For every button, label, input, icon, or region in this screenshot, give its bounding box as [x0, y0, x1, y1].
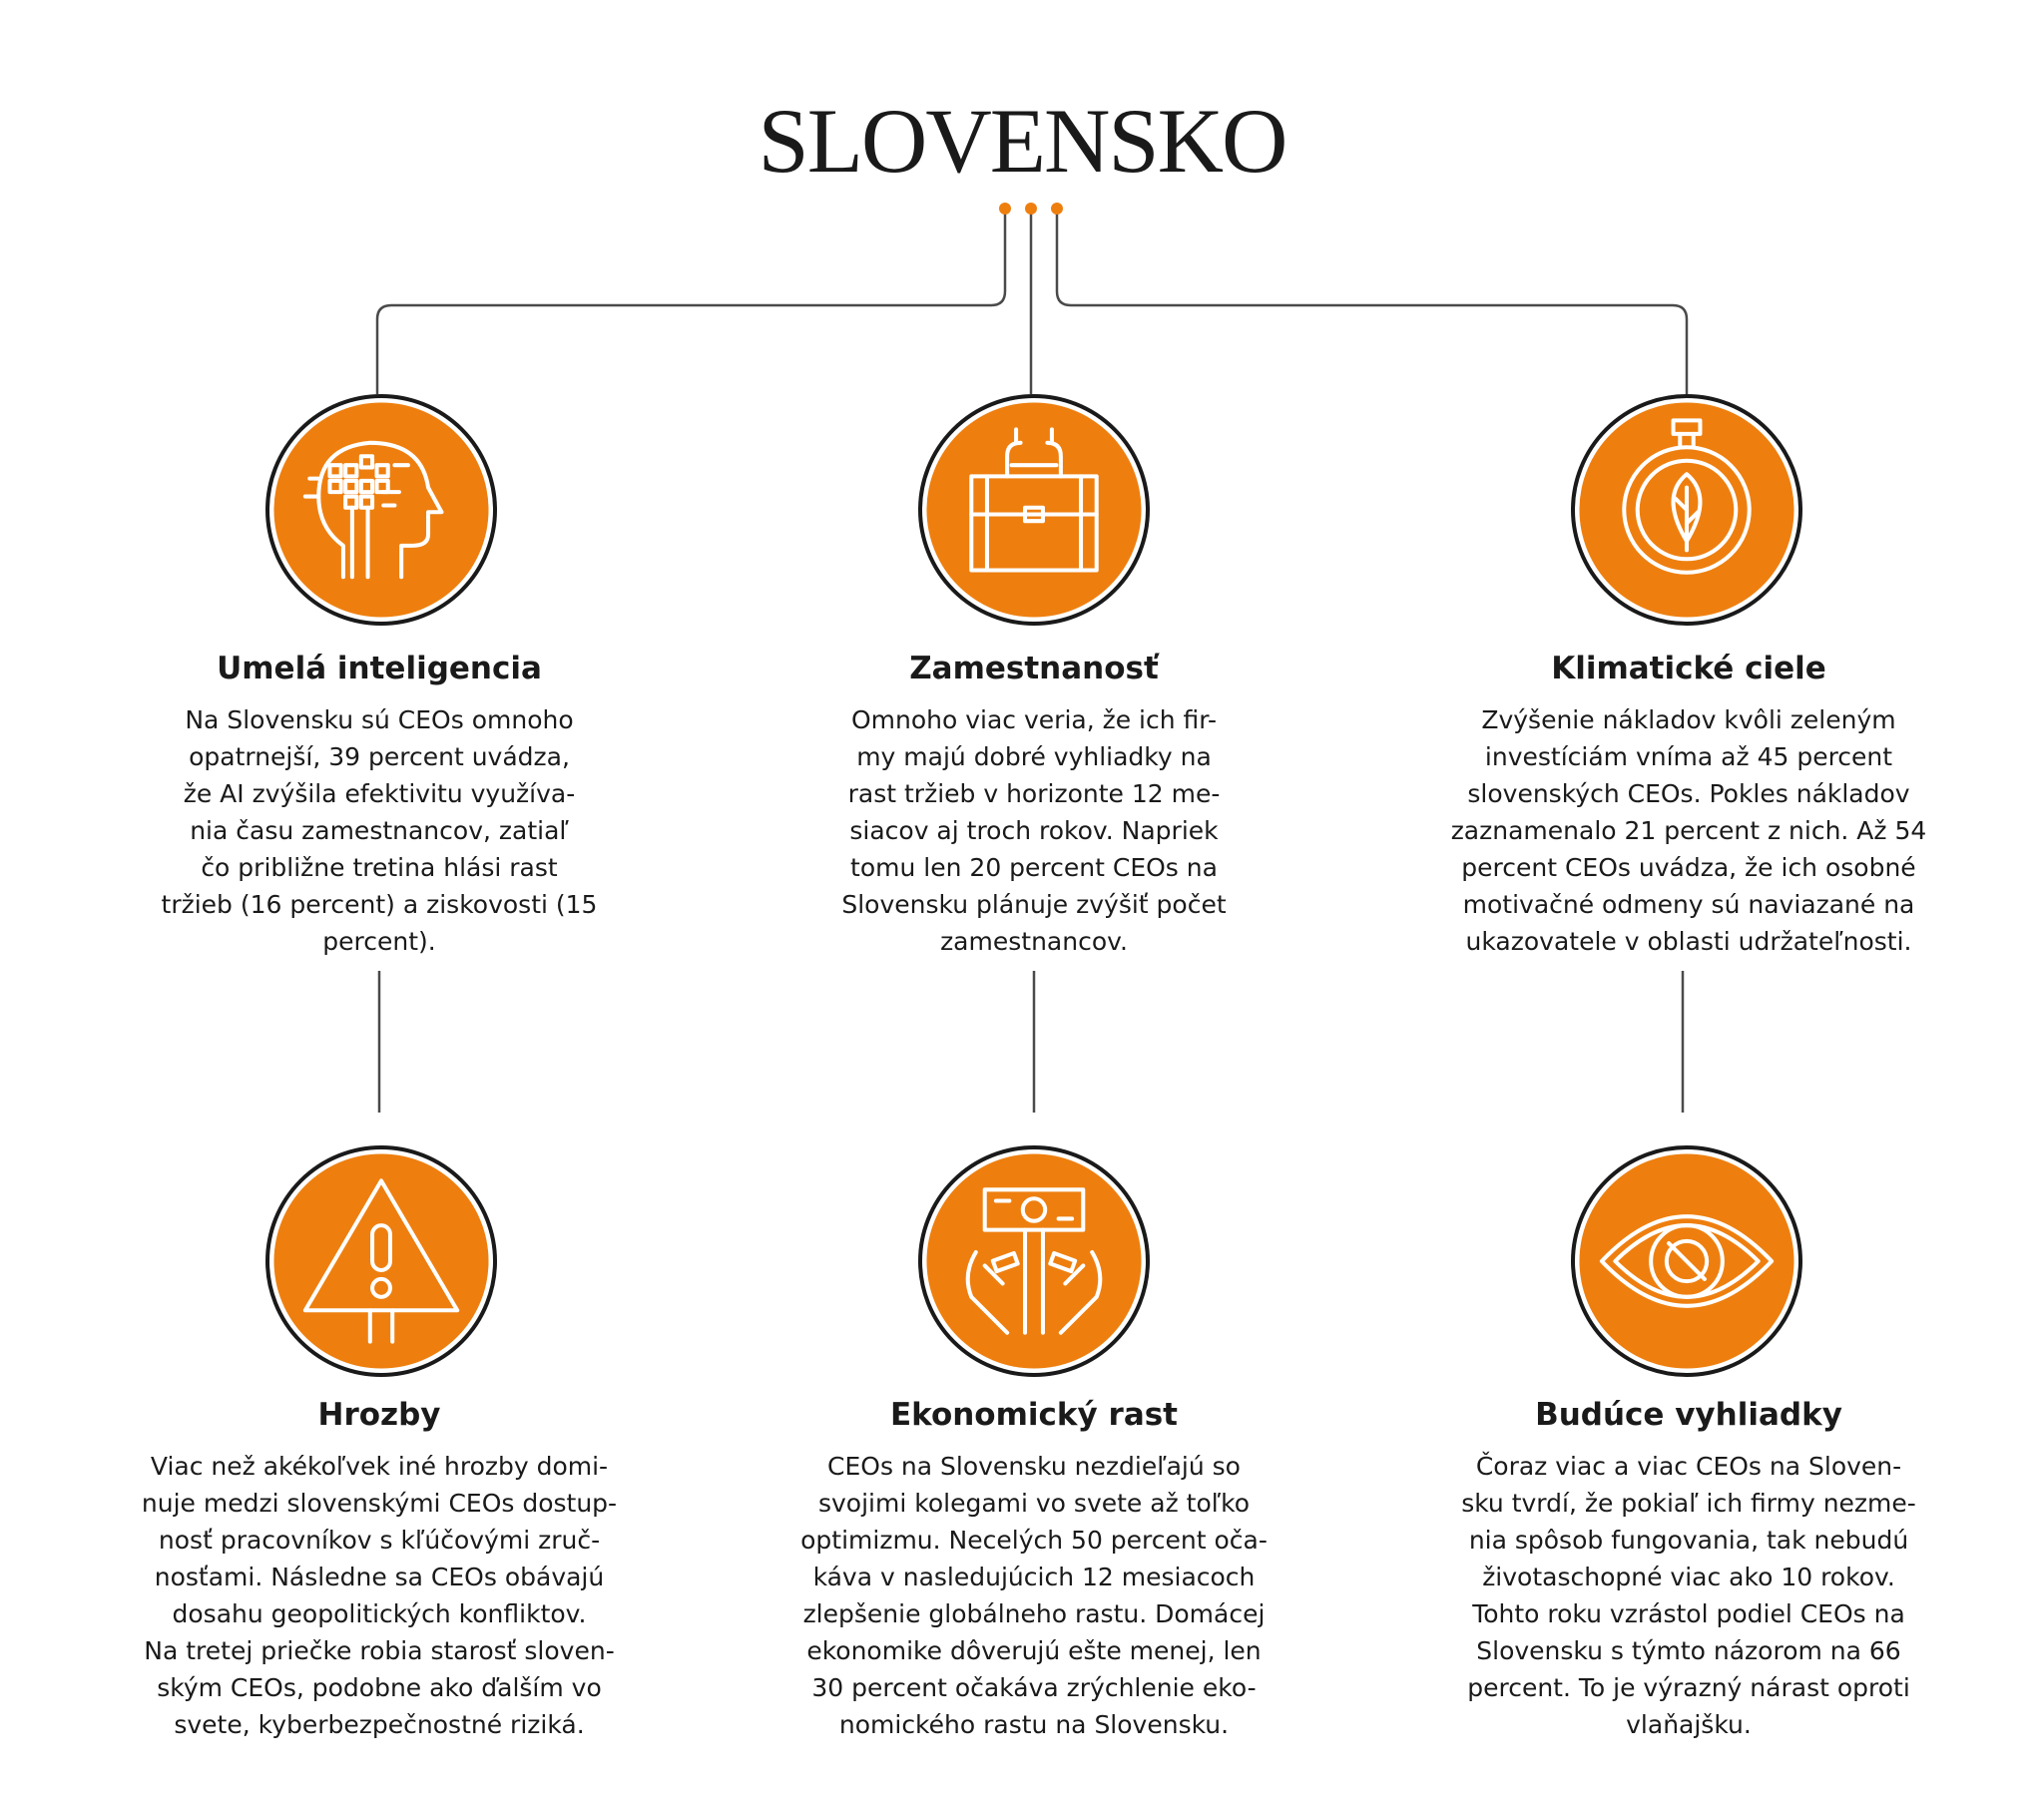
- leaf-compass-icon: [1575, 398, 1798, 622]
- card-title-future-outlook: Budúce vyhliadky: [1535, 1397, 1842, 1433]
- card-text-threats: Viac než akékoľvek iné hrozby domi- nuje medzi slovenskými CEOs dostup- nosť pracovníkov s kľúčovými zruč- nosťami. Následne sa CEOs obávajú dosahu geopolitických konfliktov. Na tretej priečke robia starosť sloven- ským CEOs, podobne ako ďalším vo svete, kyberbezpečnostné riziká.: [141, 1452, 618, 1739]
- card-title-employment: Zamestnanosť: [909, 651, 1159, 686]
- warning-sign-icon: [269, 1149, 493, 1373]
- circle-ai: [265, 394, 497, 626]
- card-text-ai: Na Slovensku sú CEOs omnoho opatrnejší, 39 percent uvádza, že AI zvýšila efektivitu využíva- nia času zamestnancov, zatiaľ čo približne tretina hlási rast tržieb (16 percent) a ziskovosti (15 percent).: [161, 705, 598, 956]
- card-text-economic-growth: CEOs na Slovensku nezdieľajú so svojimi kolegami vo svete až toľko optimizmu. Necelých 50 percent oča- káva v nasledujúcich 12 mesiacoch zlepšenie globálneho rastu. Domácej ekonomike dôverujú ešte menej, len 30 percent očakáva zrýchlenie eko- nomického rastu na Slovensku.: [800, 1452, 1268, 1739]
- connector-left: [377, 212, 1005, 394]
- briefcase-icon: [922, 398, 1146, 622]
- circle-future-outlook: [1571, 1145, 1802, 1377]
- circle-employment: [918, 394, 1150, 626]
- card-text-future-outlook: Čoraz viac a viac CEOs na Sloven- sku tvrdí, že pokiaľ ich firmy nezme- nia spôsob fungovania, tak nebudú životaschopné viac ako 10 rokov. Tohto roku vzrástol podiel CEOs na Slovensku s týmto názorom na 66 percent. To je výrazný nárast oproti vlaňajšku.: [1461, 1452, 1916, 1739]
- money-hands-icon: [922, 1149, 1146, 1373]
- circle-threats: [265, 1145, 497, 1377]
- card-text-climate: Zvýšenie nákladov kvôli zeleným investíciám vníma až 45 percent slovenských CEOs. Pokles nákladov zaznamenalo 21 percent z nich. Až 54 percent CEOs uvádza, že ich osobné motivačné odmeny sú naviazané na ukazovatele v oblasti udržateľnosti.: [1450, 705, 1927, 956]
- page-title: SLOVENSKO: [758, 90, 1286, 192]
- dot-left: [999, 203, 1011, 215]
- circle-climate: [1571, 394, 1802, 626]
- connector-right: [1057, 212, 1687, 394]
- card-title-ai: Umelá inteligencia: [217, 651, 542, 686]
- card-title-climate: Klimatické ciele: [1551, 651, 1826, 686]
- card-title-threats: Hrozby: [317, 1397, 441, 1433]
- eye-icon: [1575, 1149, 1798, 1373]
- dot-center: [1025, 203, 1037, 215]
- ai-head-icon: [269, 398, 493, 622]
- card-title-economic-growth: Ekonomický rast: [889, 1397, 1179, 1433]
- card-text-employment: Omnoho viac veria, že ich fir- my majú dobré vyhliadky na rast tržieb v horizonte 12 me- siacov aj troch rokov. Napriek tomu len 20 percent CEOs na Slovensku plánuje zvýšiť počet zamestnancov.: [841, 705, 1227, 956]
- circle-economic-growth: [918, 1145, 1150, 1377]
- dot-right: [1051, 203, 1063, 215]
